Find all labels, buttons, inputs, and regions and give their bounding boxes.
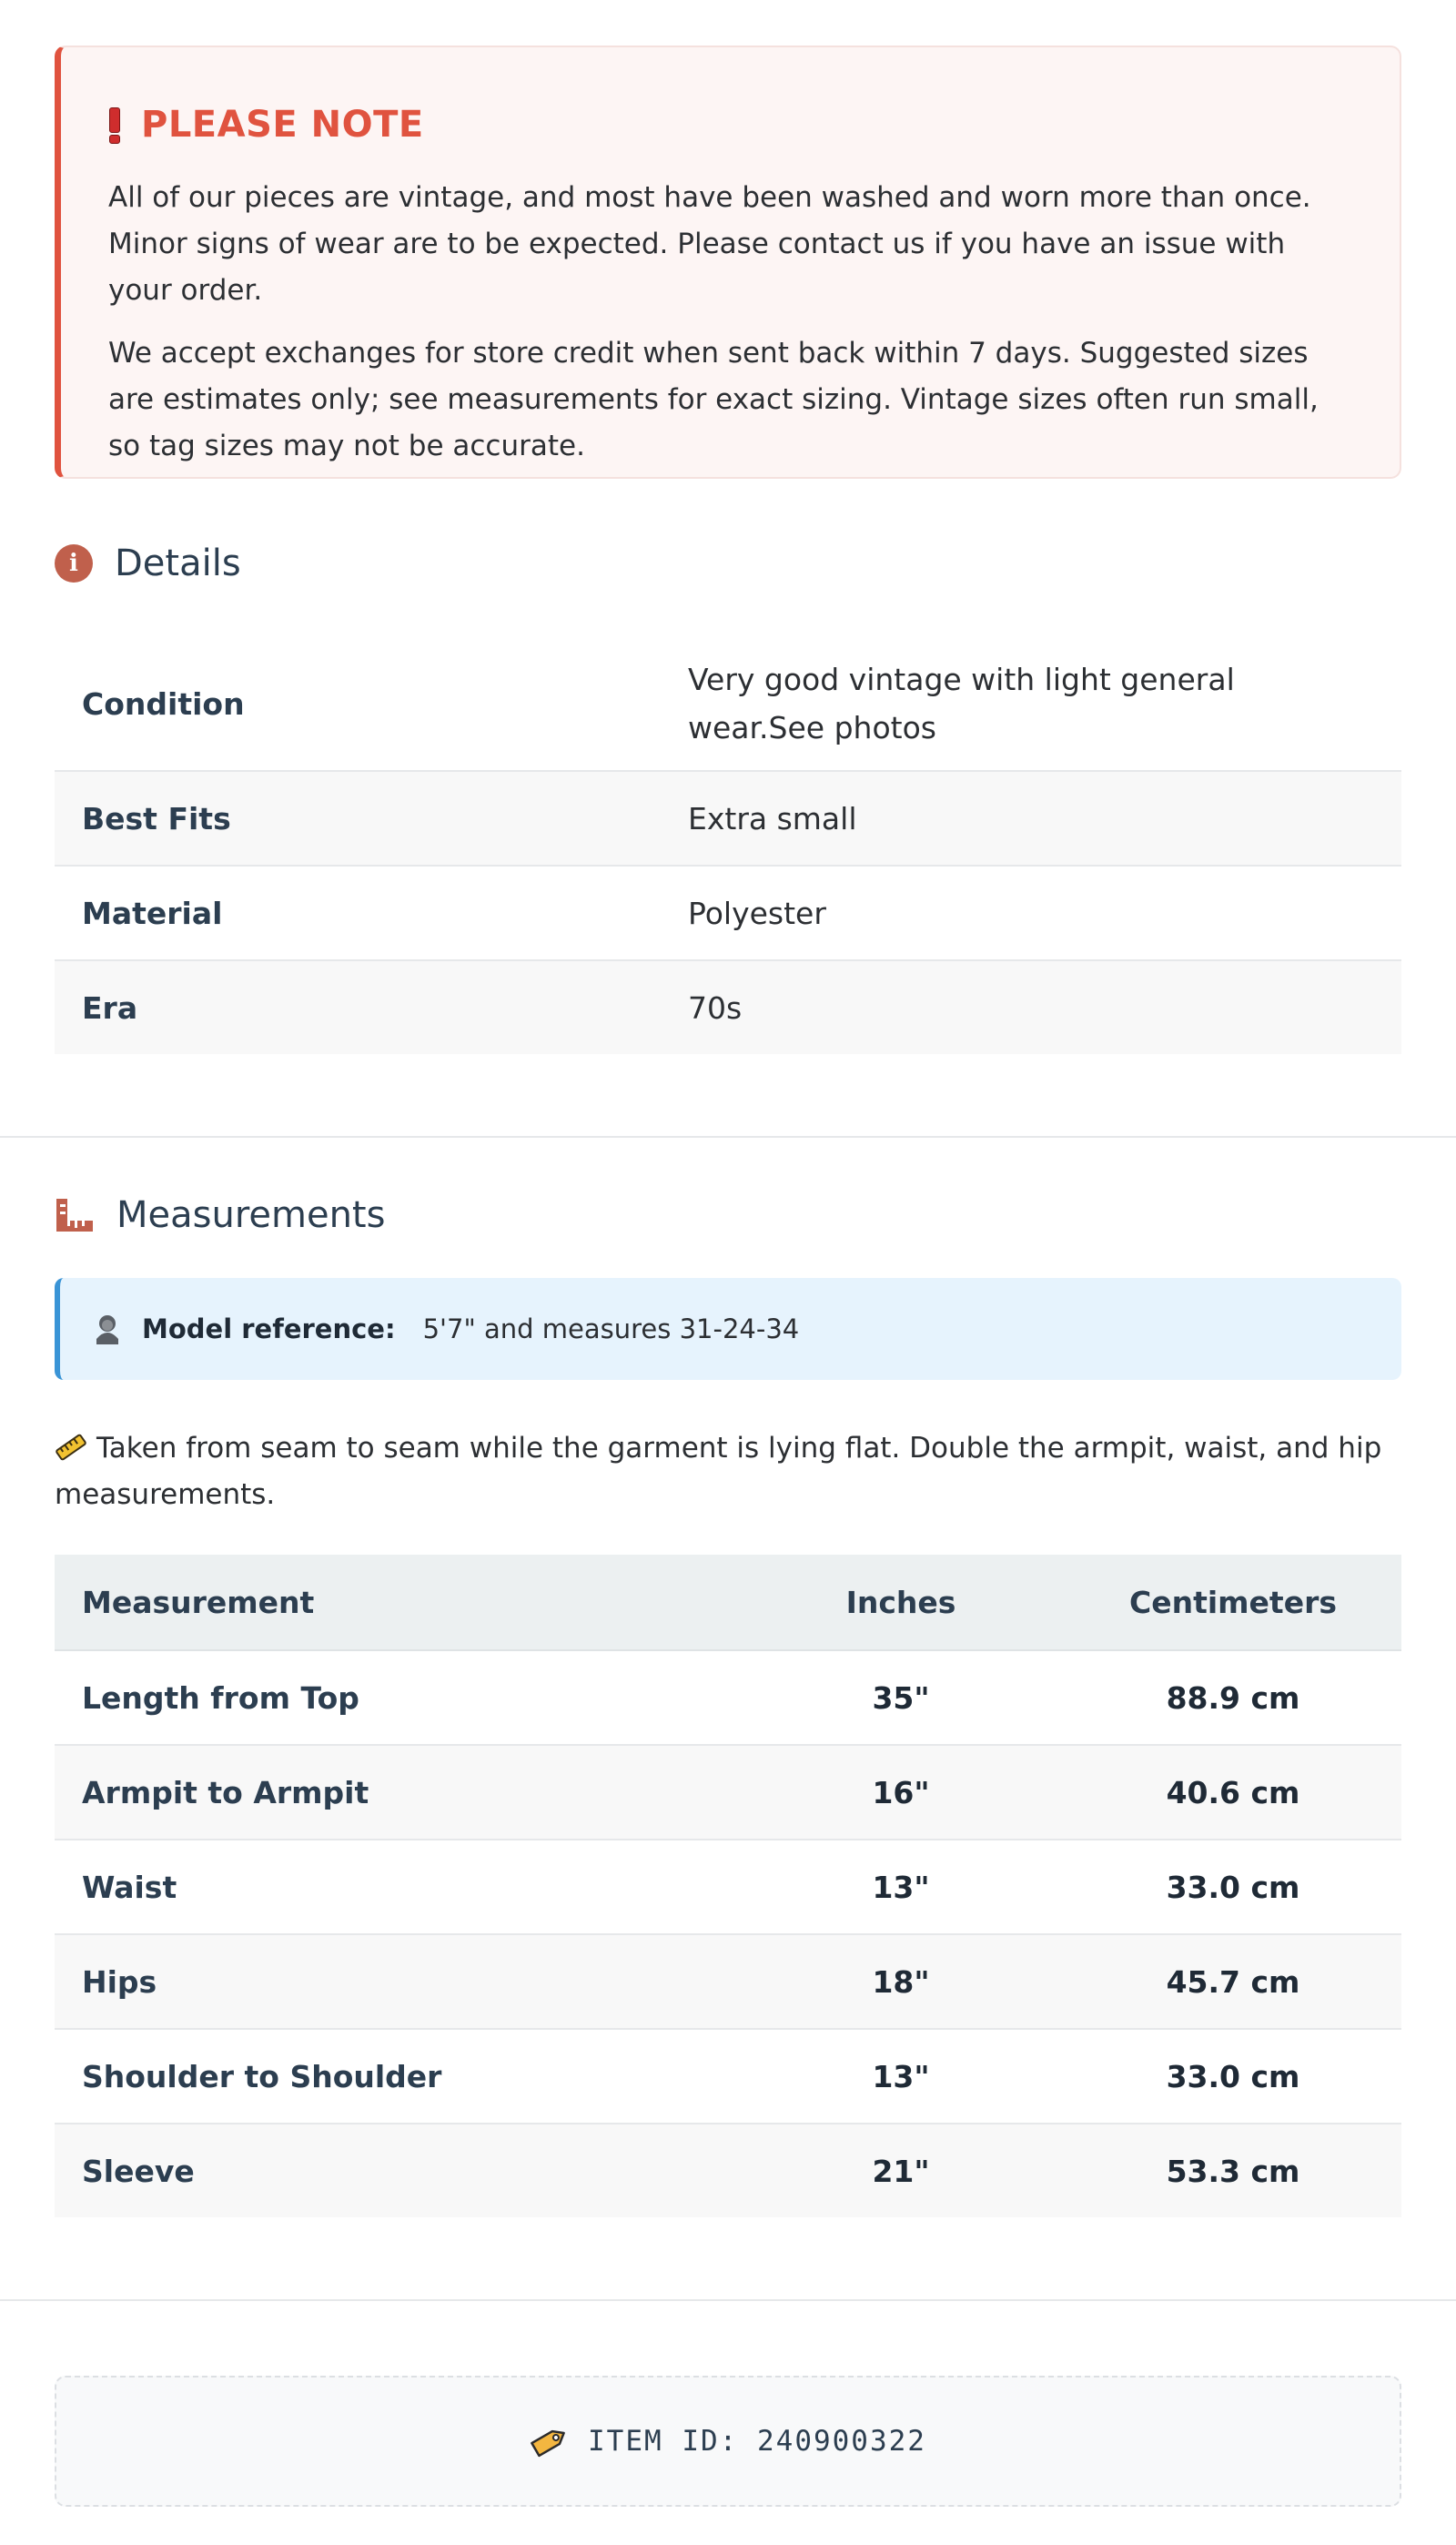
section-divider (0, 2299, 1456, 2301)
model-reference (55, 1278, 1401, 1380)
measurement-inches: 18" (737, 1934, 1065, 2029)
ruler-icon (55, 1197, 95, 1233)
notice-paragraph-1: All of our pieces are vintage, and most have been washed and worn more than once. Minor signs of wear are to be expected. Please contact us if you have an issue with your order. (108, 181, 1311, 307)
model-label: Model reference: (142, 1313, 396, 1344)
measurements-header (55, 1194, 1401, 1236)
measurement-note (55, 1425, 1401, 1518)
table-header-row (55, 1555, 1401, 1650)
column-header-centimeters: Centimeters (1065, 1555, 1401, 1650)
exclamation-icon (108, 107, 119, 142)
details-row (55, 771, 1401, 866)
details-row (55, 866, 1401, 960)
ruler-emoji-icon (55, 1434, 87, 1461)
item-id-box (55, 2376, 1401, 2507)
notice-header (108, 104, 1352, 146)
measurement-cm: 40.6 cm (1065, 1745, 1401, 1840)
details-key: Best Fits (82, 800, 231, 837)
table-row (55, 1650, 1401, 1745)
measurement-cm: 53.3 cm (1065, 2124, 1401, 2217)
details-header (55, 542, 1401, 584)
measurement-name: Length from Top (55, 1650, 737, 1745)
section-divider (0, 1136, 1456, 1138)
details-value: Extra small (688, 800, 857, 837)
table-row (55, 2124, 1401, 2217)
column-header-inches: Inches (737, 1555, 1065, 1650)
person-icon (91, 1312, 124, 1346)
measurement-inches: 16" (737, 1745, 1065, 1840)
measurement-cm: 33.0 cm (1065, 1840, 1401, 1934)
details-value: Very good vintage with light general wear.See photos (688, 662, 1235, 745)
details-value: 70s (688, 989, 743, 1026)
details-key: Material (82, 895, 223, 931)
notice-paragraph-2: We accept exchanges for store credit when sent back within 7 days. Suggested sizes are estimates only; see measurements for exact sizing. Vintage sizes often run small, so tag sizes may not be accurate. (108, 337, 1319, 462)
details-table (55, 637, 1401, 1054)
measurement-inches: 13" (737, 1840, 1065, 1934)
measurement-cm: 88.9 cm (1065, 1650, 1401, 1745)
measurement-cm: 33.0 cm (1065, 2029, 1401, 2124)
measurement-name: Shoulder to Shoulder (55, 2029, 737, 2124)
info-icon: i (55, 544, 93, 583)
details-key: Condition (82, 685, 245, 722)
measurements-table (55, 1555, 1401, 2217)
measurement-name: Armpit to Armpit (55, 1745, 737, 1840)
details-row (55, 637, 1401, 771)
table-row (55, 1934, 1401, 2029)
measurement-name: Sleeve (55, 2124, 737, 2217)
measurements-heading: Measurements (116, 1194, 386, 1236)
details-key: Era (82, 989, 138, 1026)
notice-title: PLEASE NOTE (141, 104, 424, 146)
note-text: Taken from seam to seam while the garment is lying flat. Double the armpit, waist, and hip measurements. (55, 1432, 1382, 1511)
tag-icon (530, 2423, 570, 2459)
details-row (55, 960, 1401, 1054)
notice-box (55, 46, 1401, 479)
measurement-inches: 13" (737, 2029, 1065, 2124)
table-row (55, 2029, 1401, 2124)
column-header-measurement: Measurement (55, 1555, 737, 1650)
measurement-cm: 45.7 cm (1065, 1934, 1401, 2029)
measurement-name: Waist (55, 1840, 737, 1934)
table-row (55, 1840, 1401, 1934)
measurement-inches: 21" (737, 2124, 1065, 2217)
measurement-name: Hips (55, 1934, 737, 2029)
item-id: ITEM ID: 240900322 (588, 2425, 926, 2458)
details-heading: Details (115, 542, 241, 584)
details-value: Polyester (688, 895, 826, 931)
table-row (55, 1745, 1401, 1840)
measurement-inches: 35" (737, 1650, 1065, 1745)
model-value: 5'7" and measures 31-24-34 (422, 1313, 800, 1344)
